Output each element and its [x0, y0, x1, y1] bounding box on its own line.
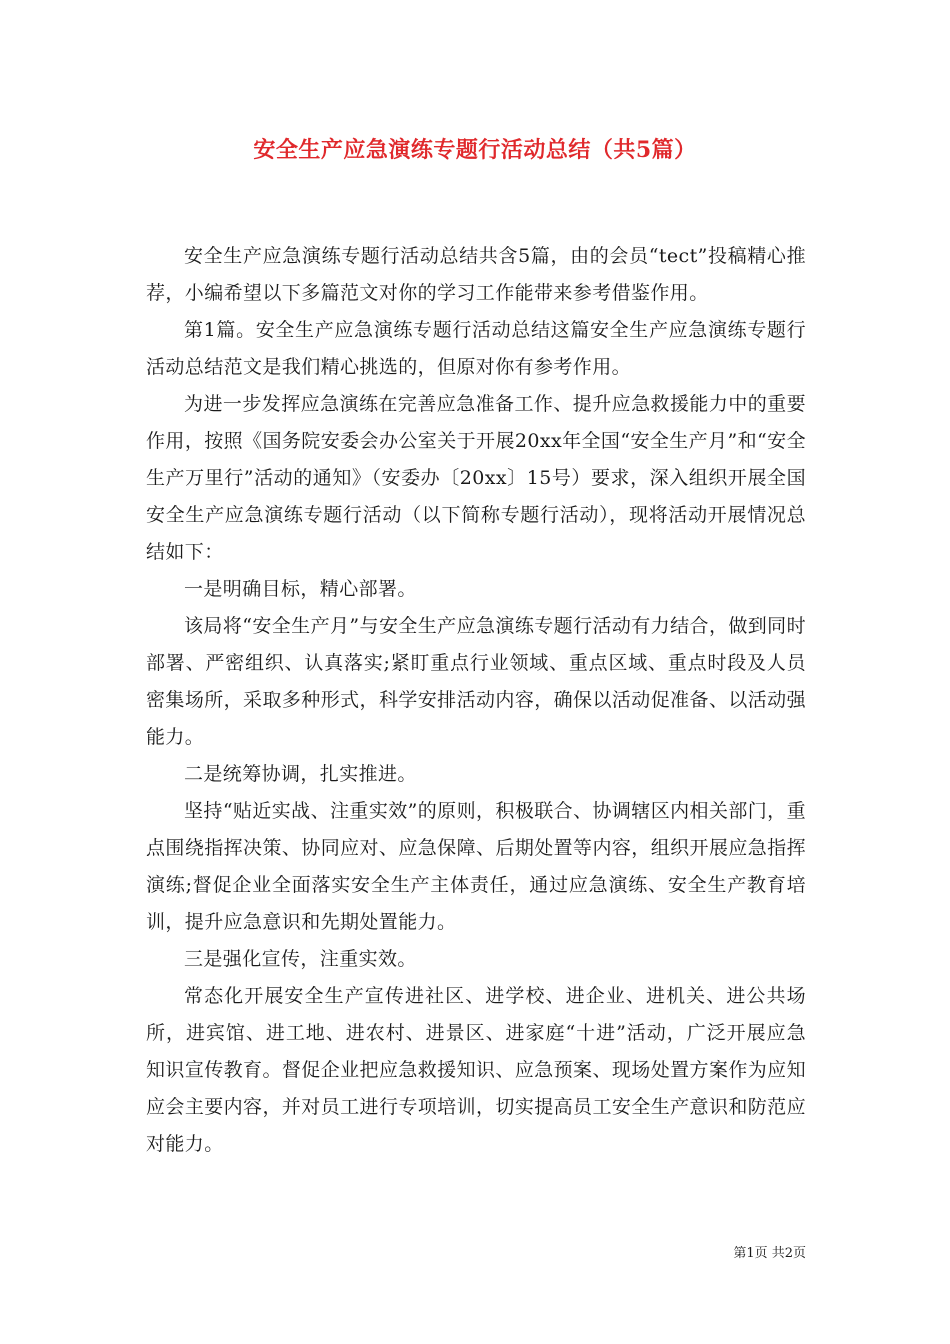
section-heading-3: 三是强化宣传，注重实效。: [184, 948, 417, 970]
paragraph-section-1: 该局将“安全生产月”与安全生产应急演练专题行活动有力结合，做到同时部署、严密组织、认真落实;紧盯重点行业领域、重点区域、重点时段及人员密集场所，采取多种形式，科学安排活动内容，确保以活动促准备、以活动强能力。: [146, 615, 806, 748]
page-number: 第1页 共2页: [733, 1246, 806, 1261]
paragraph-chapter-1: 第1篇。安全生产应急演练专题行活动总结这篇安全生产应急演练专题行活动总结范文是我们精心挑选的，但原对你有参考作用。: [146, 319, 806, 378]
paragraph-background: 为进一步发挥应急演练在完善应急准备工作、提升应急救援能力中的重要作用，按照《国务院安委会办公室关于开展20xx年全国“安全生产月”和“安全生产万里行”活动的通知》（安委办〔20xx〕15号）要求，深入组织开展全国安全生产应急演练专题行活动（以下简称专题行活动），现将活动开展情况总结如下：: [146, 393, 806, 563]
section-heading-1: 一是明确目标，精心部署。: [184, 578, 417, 600]
paragraph-intro: 安全生产应急演练专题行活动总结共含5篇，由的会员“tect”投稿精心推荐，小编希望以下多篇范文对你的学习工作能带来参考借鉴作用。: [146, 245, 806, 304]
paragraph-section-3: 常态化开展安全生产宣传进社区、进学校、进企业、进机关、进公共场所，进宾馆、进工地、进农村、进景区、进家庭“十进”活动，广泛开展应急知识宣传教育。督促企业把应急救援知识、应急预案、现场处置方案作为应知应会主要内容，并对员工进行专项培训，切实提高员工安全生产意识和防范应对能力。: [146, 985, 806, 1155]
document-title: 安全生产应急演练专题行活动总结（共5篇）: [253, 137, 697, 163]
section-heading-2: 二是统筹协调，扎实推进。: [184, 763, 417, 785]
paragraph-section-2: 坚持“贴近实战、注重实效”的原则，积极联合、协调辖区内相关部门，重点围绕指挥决策、协同应对、应急保障、后期处置等内容，组织开展应急指挥演练;督促企业全面落实安全生产主体责任，通过应急演练、安全生产教育培训，提升应急意识和先期处置能力。: [146, 800, 806, 933]
document-body: [146, 238, 806, 1163]
